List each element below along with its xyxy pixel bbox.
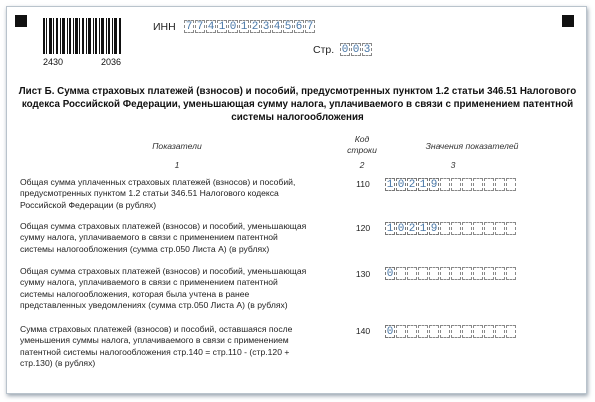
inn-digit[interactable]: 7 <box>196 21 204 33</box>
value-digit[interactable] <box>429 325 439 338</box>
value-digit[interactable]: 1 <box>419 223 427 235</box>
row-text-130: Общая сумма страховых платежей (взносов) и пособий, уменьшающая сумму налога, уплачиваемого в связи с применением патентной системы налогообложения, которая была учтена в ранее представленных уведомлениях (сумма стр.050 Листа А) (в рублях) <box>20 266 307 311</box>
barcode-left-number: 2430 <box>43 57 64 67</box>
column-header-code-line2: строки <box>347 145 377 155</box>
value-digit[interactable] <box>451 267 461 280</box>
value-digit[interactable] <box>495 267 505 280</box>
value-digit[interactable] <box>407 325 417 338</box>
inn-digit[interactable]: 7 <box>185 21 193 33</box>
value-digit[interactable] <box>396 325 406 338</box>
barcode-icon <box>43 18 121 54</box>
inn-label: ИНН <box>153 21 176 33</box>
value-digit[interactable]: 0 <box>397 179 405 191</box>
row-text-110: Общая сумма уплаченных страховых платежей (взносов) и пособий, предусмотренных пунктом 1.2 статьи 346.51 Налогового кодекса Российской Федерации (в рублях) <box>20 177 296 210</box>
barcode-number <box>43 57 121 67</box>
form-sheet <box>6 6 587 394</box>
value-digit[interactable] <box>484 325 494 338</box>
value-digit[interactable] <box>473 325 483 338</box>
value-digit[interactable]: 1 <box>386 223 394 235</box>
inn-digit[interactable]: 4 <box>207 21 215 33</box>
sheet-title: Лист Б. Сумма страховых платежей (взносов) и пособий, предусмотренных пунктом 1.2 статьи 346.51 Налогового кодекса Российской Федерации, уменьшающая сумму налога, уплачиваемого в связи с применением патентной системы налогообложения <box>18 86 577 123</box>
value-digit[interactable] <box>440 178 450 191</box>
page-digit[interactable]: 0 <box>352 44 360 56</box>
value-digit[interactable] <box>473 222 483 235</box>
value-digit[interactable]: 0 <box>397 223 405 235</box>
value-digit[interactable] <box>495 178 505 191</box>
column-number-1: 1 <box>174 160 180 170</box>
inn-digit[interactable]: 4 <box>273 21 281 33</box>
value-digit[interactable] <box>440 222 450 235</box>
value-digit[interactable] <box>451 178 461 191</box>
value-digit[interactable] <box>495 222 505 235</box>
value-digit[interactable]: 1 <box>386 179 394 191</box>
inn-digit[interactable]: 1 <box>218 21 226 33</box>
inn-digit[interactable]: 0 <box>229 21 237 33</box>
value-digit[interactable] <box>396 267 406 280</box>
value-digit[interactable] <box>462 222 472 235</box>
value-digit[interactable] <box>407 267 417 280</box>
value-digit[interactable]: 0 <box>386 268 394 280</box>
value-digit[interactable]: 2 <box>408 223 416 235</box>
inn-digit[interactable]: 1 <box>240 21 248 33</box>
row-code-140: 140 <box>355 326 371 336</box>
column-header-indicators: Показатели <box>152 141 202 151</box>
value-field-140[interactable] <box>385 325 517 338</box>
corner-marker-right <box>562 15 574 27</box>
column-header-code <box>337 134 387 156</box>
value-digit[interactable] <box>473 178 483 191</box>
inn-digit[interactable]: 2 <box>251 21 259 33</box>
row-text-140: Сумма страховых платежей (взносов) и пособий, оставшаяся после уменьшения суммы налога, уплачиваемого в связи с применением патентной системы налогообложения стр.140 = стр.110 - (стр.120 + стр.130) (в рублях) <box>20 324 293 369</box>
column-header-values: Значения показателей <box>425 141 519 151</box>
value-digit[interactable] <box>506 325 516 338</box>
value-digit[interactable]: 9 <box>430 179 438 191</box>
value-digit[interactable] <box>451 325 461 338</box>
row-text-120: Общая сумма страховых платежей (взносов) и пособий, уменьшающая сумму налога, уплачиваемого в связи с применением патентной системы налогообложения (сумма стр.050 Листа А) (в рублях) <box>20 221 307 254</box>
page-digit[interactable]: 3 <box>363 44 371 56</box>
value-digit[interactable]: 0 <box>386 326 394 338</box>
row-code-120: 120 <box>355 223 371 233</box>
row-code-110: 110 <box>356 179 370 189</box>
value-digit[interactable] <box>484 267 494 280</box>
value-digit[interactable] <box>462 325 472 338</box>
value-digit[interactable] <box>418 325 428 338</box>
barcode-right-number: 2036 <box>100 57 121 67</box>
inn-digit[interactable]: 7 <box>306 21 314 33</box>
value-digit[interactable] <box>451 222 461 235</box>
value-digit[interactable] <box>440 325 450 338</box>
page-label: Стр. <box>313 44 335 56</box>
value-digit[interactable] <box>506 222 516 235</box>
value-digit[interactable] <box>495 325 505 338</box>
value-digit[interactable] <box>429 267 439 280</box>
value-digit[interactable] <box>440 267 450 280</box>
page-digit[interactable]: 0 <box>341 44 349 56</box>
value-digit[interactable] <box>418 267 428 280</box>
value-digit[interactable] <box>462 267 472 280</box>
column-number-3: 3 <box>450 160 456 170</box>
value-digit[interactable]: 9 <box>430 223 438 235</box>
corner-marker-left <box>15 15 27 27</box>
inn-field[interactable] <box>184 20 316 33</box>
value-field-110[interactable] <box>385 178 517 191</box>
page-number-field[interactable] <box>340 43 373 56</box>
value-digit[interactable] <box>473 267 483 280</box>
inn-digit[interactable]: 3 <box>262 21 270 33</box>
value-digit[interactable] <box>462 178 472 191</box>
value-digit[interactable] <box>506 178 516 191</box>
value-digit[interactable]: 1 <box>419 179 427 191</box>
column-number-2: 2 <box>359 160 365 170</box>
value-field-130[interactable] <box>385 267 517 280</box>
column-header-code-line1: Код <box>354 134 370 144</box>
inn-digit[interactable]: 5 <box>284 21 292 33</box>
value-digit[interactable] <box>484 222 494 235</box>
value-field-120[interactable] <box>385 222 517 235</box>
value-digit[interactable] <box>506 267 516 280</box>
row-code-130: 130 <box>355 269 371 279</box>
value-digit[interactable] <box>484 178 494 191</box>
value-digit[interactable]: 2 <box>408 179 416 191</box>
inn-digit[interactable]: 6 <box>295 21 303 33</box>
